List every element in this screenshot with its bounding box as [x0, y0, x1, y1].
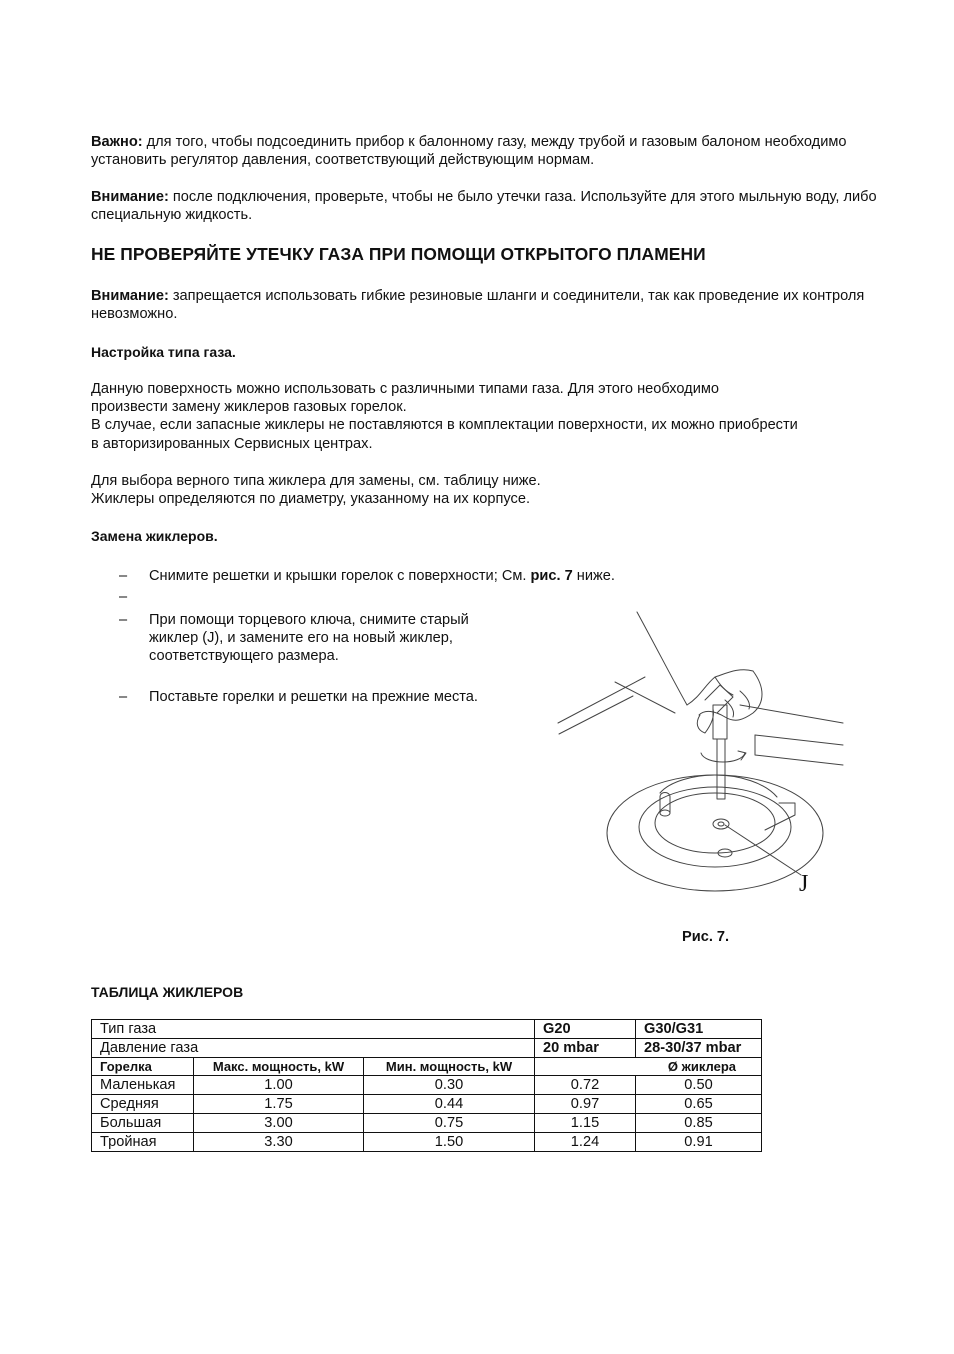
subheading-gas-type: Настройка типа газа. — [91, 344, 236, 360]
table-row: Тройная 3.30 1.50 1.24 0.91 — [92, 1133, 762, 1152]
step-dash: – — [119, 568, 128, 584]
figure-reference: рис. 7 — [530, 568, 573, 584]
table-row-gas-pressure — [92, 1039, 762, 1058]
step-dash: – — [119, 589, 128, 605]
figure-7-illustration — [555, 605, 850, 905]
cell-gas-pressure-label: Давление газа — [92, 1039, 535, 1058]
table-title: ТАБЛИЦА ЖИКЛЕРОВ — [91, 984, 244, 1000]
subheading-jet-replacement: Замена жиклеров. — [91, 528, 218, 544]
jet-selection-line-2: Жиклеры определяются по диаметру, указанному на их корпусе. — [91, 491, 531, 508]
label-attention-2: Внимание: — [91, 288, 169, 304]
paragraph-important — [91, 133, 881, 169]
label-attention-1: Внимание: — [91, 189, 169, 205]
jet-selection-line-1: Для выбора верного типа жиклера для замены, см. таблицу ниже. — [91, 473, 541, 489]
table-row: Маленькая 1.00 0.30 0.72 0.50 — [92, 1076, 762, 1095]
table-row: Большая 3.00 0.75 1.15 0.85 — [92, 1114, 762, 1133]
step-1-text: Снимите решетки и крышки горелок с поверхности; См. рис. 7 ниже. — [149, 568, 615, 584]
cell-g20-header: G20 — [535, 1020, 636, 1039]
step-3-text: При помощи торцевого ключа, снимите старый жиклер (J), и замените его на новый жиклер, соответствующего размера. — [149, 612, 469, 665]
header-min-power: Мин. мощность, kW — [364, 1058, 535, 1076]
cell-g30-pressure: 28-30/37 mbar — [636, 1039, 762, 1058]
header-jet-diameter: Ø жиклера — [535, 1058, 762, 1076]
table-header-row — [92, 1058, 762, 1076]
gas-types-line-1: Данную поверхность можно использовать с различными типами газа. Для этого необходимо — [91, 381, 719, 397]
cell-g30-header: G30/G31 — [636, 1020, 762, 1039]
table-row: Средняя 1.75 0.44 0.97 0.65 — [92, 1095, 762, 1114]
main-heading: НЕ ПРОВЕРЯЙТЕ УТЕЧКУ ГАЗА ПРИ ПОМОЩИ ОТКРЫТОГО ПЛАМЕНИ — [91, 244, 706, 264]
text-attention-1: после подключения, проверьте, чтобы не было утечки газа. Используйте для этого мыльную воду, либо специальную жидкость. — [91, 189, 877, 224]
paragraph-gas-types — [91, 380, 881, 453]
header-max-power: Макс. мощность, kW — [194, 1058, 364, 1076]
label-important: Важно: — [91, 134, 143, 150]
jets-table — [91, 1019, 762, 1152]
paragraph-attention-2 — [91, 287, 881, 323]
text-important: для того, чтобы подсоединить прибор к балонному газу, между трубой и газовым балоном необходимо установить регулятор давления, соответствующий действующим нормам. — [91, 134, 847, 169]
cell-g20-pressure: 20 mbar — [535, 1039, 636, 1058]
paragraph-jet-selection — [91, 472, 881, 508]
table-row-gas-type — [92, 1020, 762, 1039]
cell-gas-type-label: Тип газа — [92, 1020, 535, 1039]
header-burner: Горелка — [92, 1058, 194, 1076]
paragraph-attention-1 — [91, 188, 881, 224]
gas-types-line-2: произвести замену жиклеров газовых горелок. — [91, 399, 407, 416]
gas-types-line-3: В случае, если запасные жиклеры не поставляются в комплектации поверхности, их можно приобрести — [91, 417, 798, 434]
step-dash: – — [119, 689, 128, 705]
step-4-text: Поставьте горелки и решетки на прежние места. — [149, 689, 478, 705]
label-j: J — [799, 871, 809, 897]
figure-caption: Рис. 7. — [682, 929, 730, 945]
step-dash: – — [119, 612, 128, 628]
text-attention-2: запрещается использовать гибкие резиновые шланги и соединители, так как проведение их контроля невозможно. — [91, 288, 865, 323]
gas-types-line-4: в авторизированных Сервисных центрах. — [91, 435, 373, 452]
